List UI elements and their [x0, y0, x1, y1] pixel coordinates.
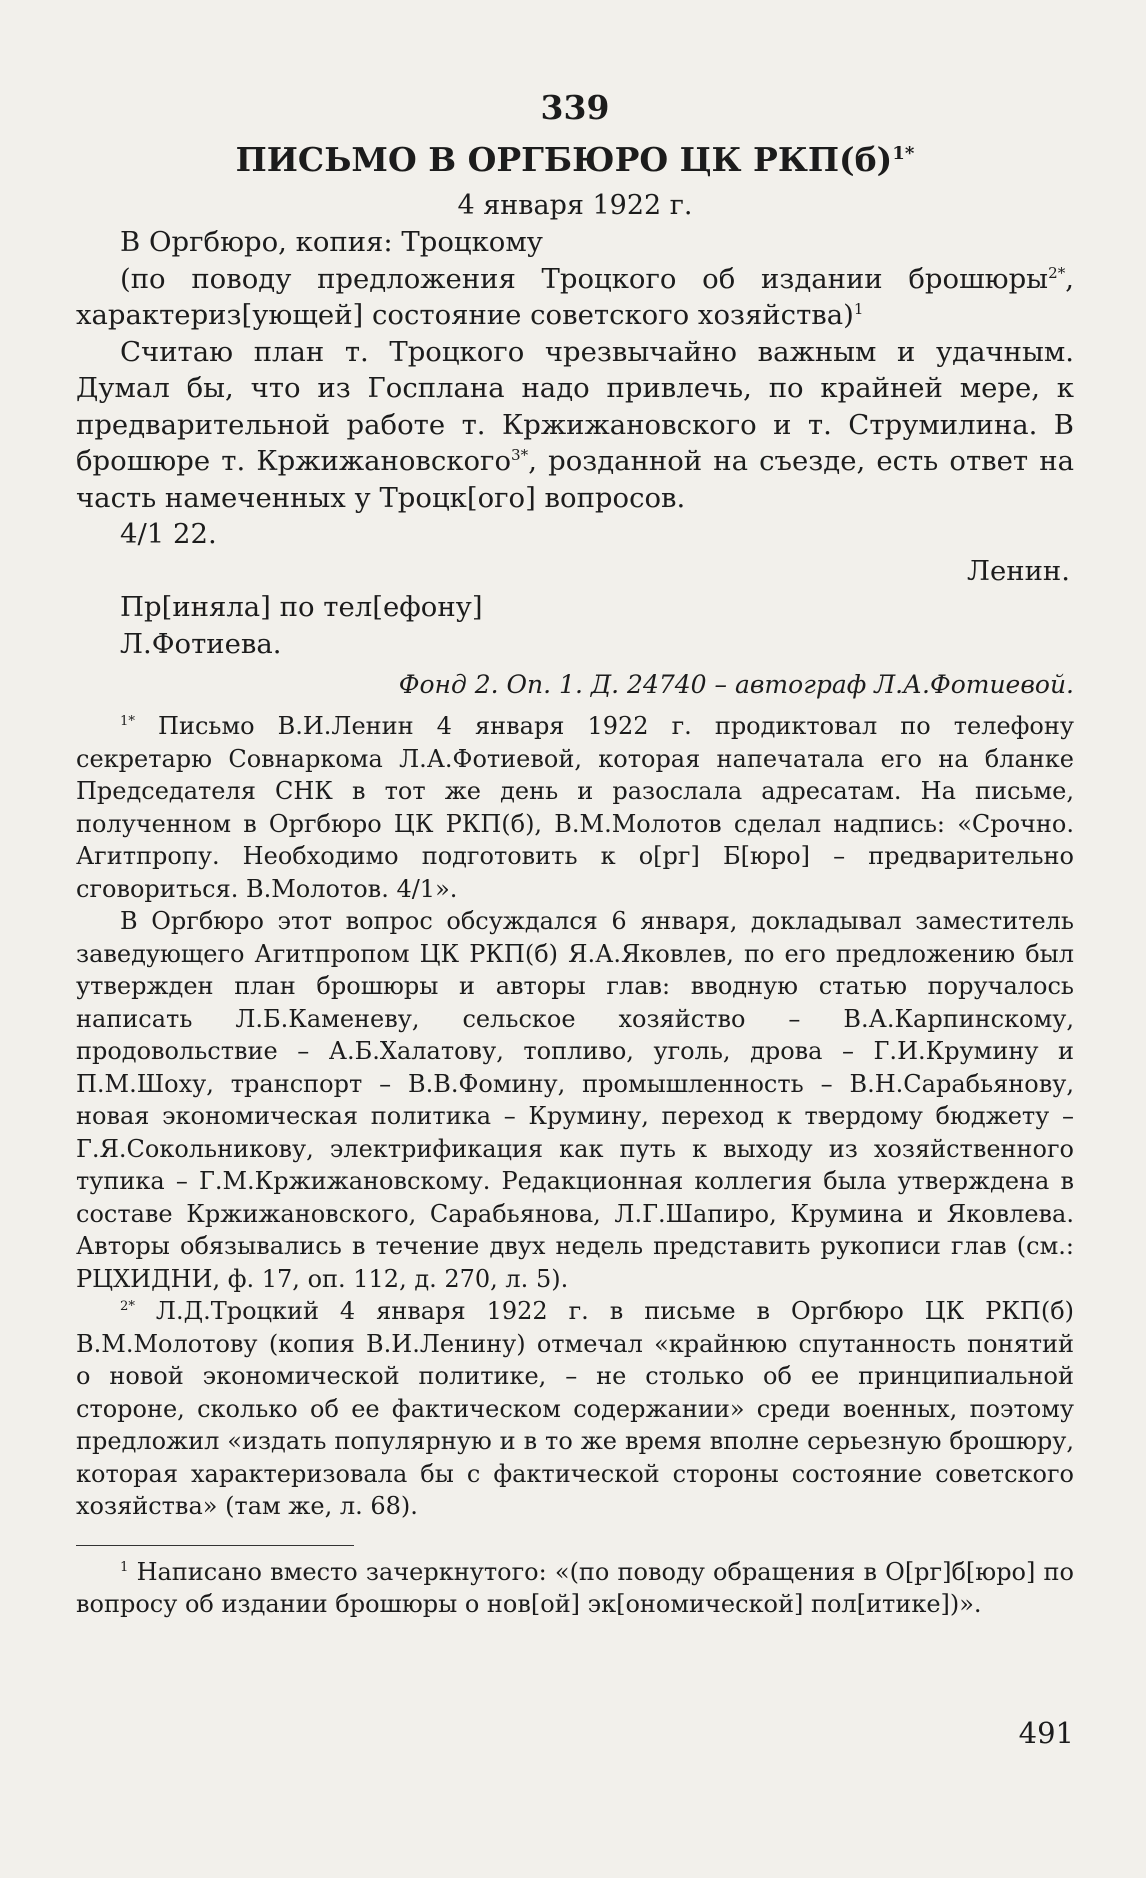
subject-text-2: , характериз[ующей] состояние советского хозяйства) — [76, 262, 1074, 331]
note-mark: 2* — [120, 1299, 135, 1314]
title-text: ПИСЬМО В ОРГБЮРО ЦК РКП(б) — [235, 140, 893, 179]
editorial-notes — [76, 710, 1074, 1523]
footnote-paragraph — [76, 1556, 1074, 1621]
subject-footnote-mark: 1 — [853, 299, 864, 318]
signature: Ленин. — [967, 554, 1070, 587]
footnote-mark: 1 — [120, 1559, 129, 1575]
note-1 — [76, 710, 1074, 905]
body-paragraph — [76, 334, 1074, 517]
note-2 — [76, 1295, 1074, 1523]
letter-body — [76, 224, 1074, 662]
page-content — [76, 88, 1074, 1621]
note-text: Письмо В.И.Ленин 4 января 1922 г. продиктовал по телефону секретарю Совнаркома Л.А.Фотиевой, которая напечатала его на бланке Председателя СНК в тот же день и разослала адресатам. На письме, полученном в Оргбюро ЦК РКП(б), В.М.Молотов сделал надпись: «Срочно. Агитпропу. Необходимо подготовить к о[рг] Б[юро] – предварительно сговориться. В.Молотов. 4/1». — [76, 712, 1074, 903]
archive-source: Фонд 2. Оп. 1. Д. 24740 – автограф Л.А.Фотиевой. — [398, 670, 1074, 699]
address-line: В Оргбюро, копия: Троцкому — [120, 226, 543, 258]
note-1-continued — [76, 905, 1074, 1295]
subject-note-mark: 2* — [1048, 263, 1066, 282]
received-line-1: Пр[иняла] по тел[ефону] — [120, 591, 483, 623]
document-number: 339 — [540, 88, 610, 127]
document-date: 4 января 1922 г. — [457, 190, 693, 221]
subject-paragraph — [76, 261, 1074, 334]
note-mark: 1* — [120, 714, 135, 729]
short-date: 4/1 22. — [120, 518, 217, 550]
footnote-text: Написано вместо зачеркнутого: «(по поводу обращения в О[рг]б[юро] по вопросу об издании брошюры о нов[ой] эк[ономической] пол[итике])». — [76, 1557, 1074, 1618]
body-note-mark: 3* — [511, 445, 529, 464]
page-number: 491 — [1018, 1716, 1074, 1750]
body-text-1: Считаю план т. Троцкого чрезвычайно важным и удачным. Думал бы, что из Госплана надо привлечь, по крайней мере, к предварительной работе т. Кржижановского и т. Струмилина. В брошюре т. Кржижановского — [76, 335, 1074, 477]
footnote-divider — [76, 1545, 354, 1546]
note-text: В Оргбюро этот вопрос обсуждался 6 января, докладывал заместитель заведующего Агитпропом ЦК РКП(б) Я.А.Яковлев, по его предложению был утвержден план брошюры и авторы глав: вводную статью поручалось написать Л.Б.Каменеву, сельское хозяйство – В.А.Карпинскому, продовольствие – А.Б.Халатову, топливо, уголь, дрова – Г.И.Крумину и П.М.Шоху, транспорт – В.В.Фомину, промышленность – В.Н.Сарабьянову, новая экономическая политика – Крумину, переход к твердому бюджету – Г.Я.Сокольникову, электрификация как путь к выходу из хозяйственного тупика – Г.М.Кржижановскому. Редакционная коллегия была утверждена в составе Кржижановского, Сарабьянова, Л.Г.Шапиро, Крумина и Яковлева. Авторы обязывались в течение двух недель представить рукописи глав (см.: РЦХИДНИ, ф. 17, оп. 112, д. 270, л. 5). — [76, 907, 1074, 1293]
body-text-2: , розданной на съезде, есть ответ на часть намеченных у Троцк[ого] вопросов. — [76, 445, 1074, 514]
document-title — [76, 140, 1074, 180]
received-line-2: Л.Фотиева. — [120, 627, 282, 660]
subject-text-1: (по поводу предложения Троцкого об издании брошюры — [120, 262, 1049, 295]
title-note-mark: 1* — [892, 143, 915, 164]
footnote — [76, 1556, 1074, 1621]
note-text: Л.Д.Троцкий 4 января 1922 г. в письме в Оргбюро ЦК РКП(б) В.М.Молотову (копия В.И.Ленину) отмечал «крайнюю спутанность понятий о новой экономической политике, – не столько об ее принципиальной стороне, сколько об ее фактическом содержании» среди военных, поэтому предложил «издать популярную и в то же время вполне серьезную брошюру, которая характеризовала бы с фактической стороны состояние советского хозяйства» (там же, л. 68). — [76, 1297, 1074, 1520]
